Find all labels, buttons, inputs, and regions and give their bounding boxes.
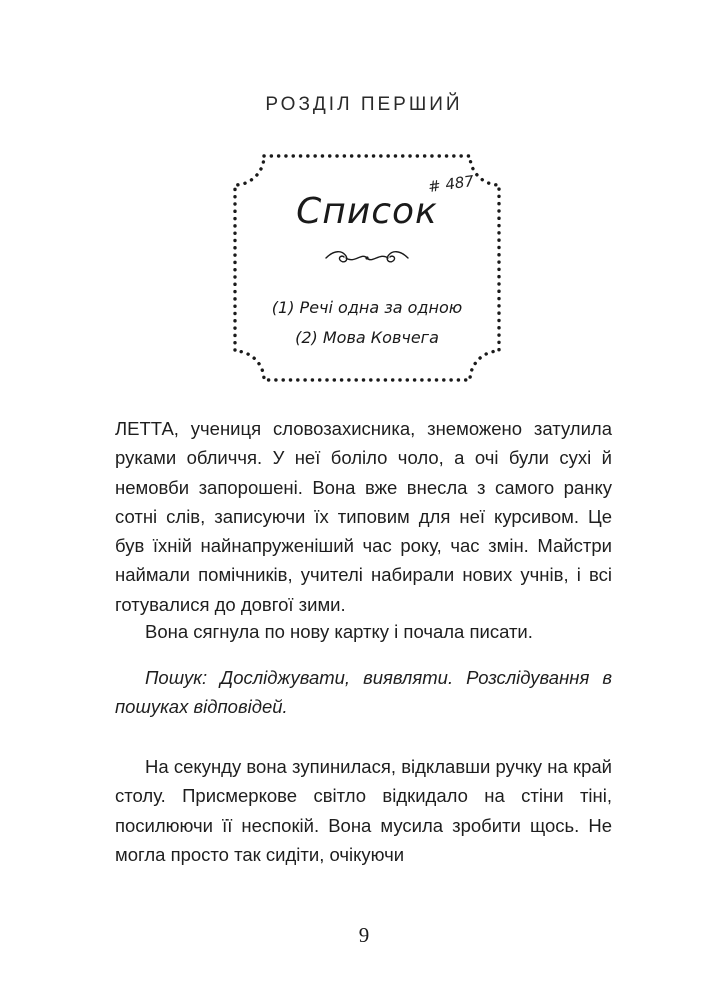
flourish-ornament-icon xyxy=(322,248,412,268)
page-number: 9 xyxy=(358,923,370,947)
definition-paragraph: Пошук: Досліджувати, виявляти. Розслідування в пошуках відповідей. xyxy=(115,667,612,718)
card-number: # 487 xyxy=(426,171,475,197)
chapter-heading: РОЗДІЛ ПЕРШИЙ xyxy=(265,94,463,115)
paragraph: На секунду вона зупинилася, відклавши ручку на край столу. Присмеркове світло відкидало на стіни тіні, посилюючи її неспокій. Вона мусила зробити щось. Не могла просто так сидіти, очікуючи xyxy=(115,756,612,865)
paragraph: ЛЕТТА, учениця словозахисника, знеможено затулила руками обличчя. У неї боліло чоло, а очі були сухі й немовби запорошені. Вона вже внесла з самого ранку сотні слів, записуючи їх типовим для неї курсивом. Це був їхній найнапруженіший час року, час змін. Майстри наймали помічників, учителі набирали нових учнів, і всі готувалися до довгої зими. xyxy=(115,418,612,615)
card-list-item: (1) Речі одна за одною xyxy=(271,298,463,317)
card-list-item: (2) Мова Ковчега xyxy=(295,328,439,347)
paragraph: Вона сягнула по нову картку і почала писати. xyxy=(145,621,533,642)
index-card xyxy=(232,153,502,383)
card-title: Список xyxy=(296,191,438,232)
